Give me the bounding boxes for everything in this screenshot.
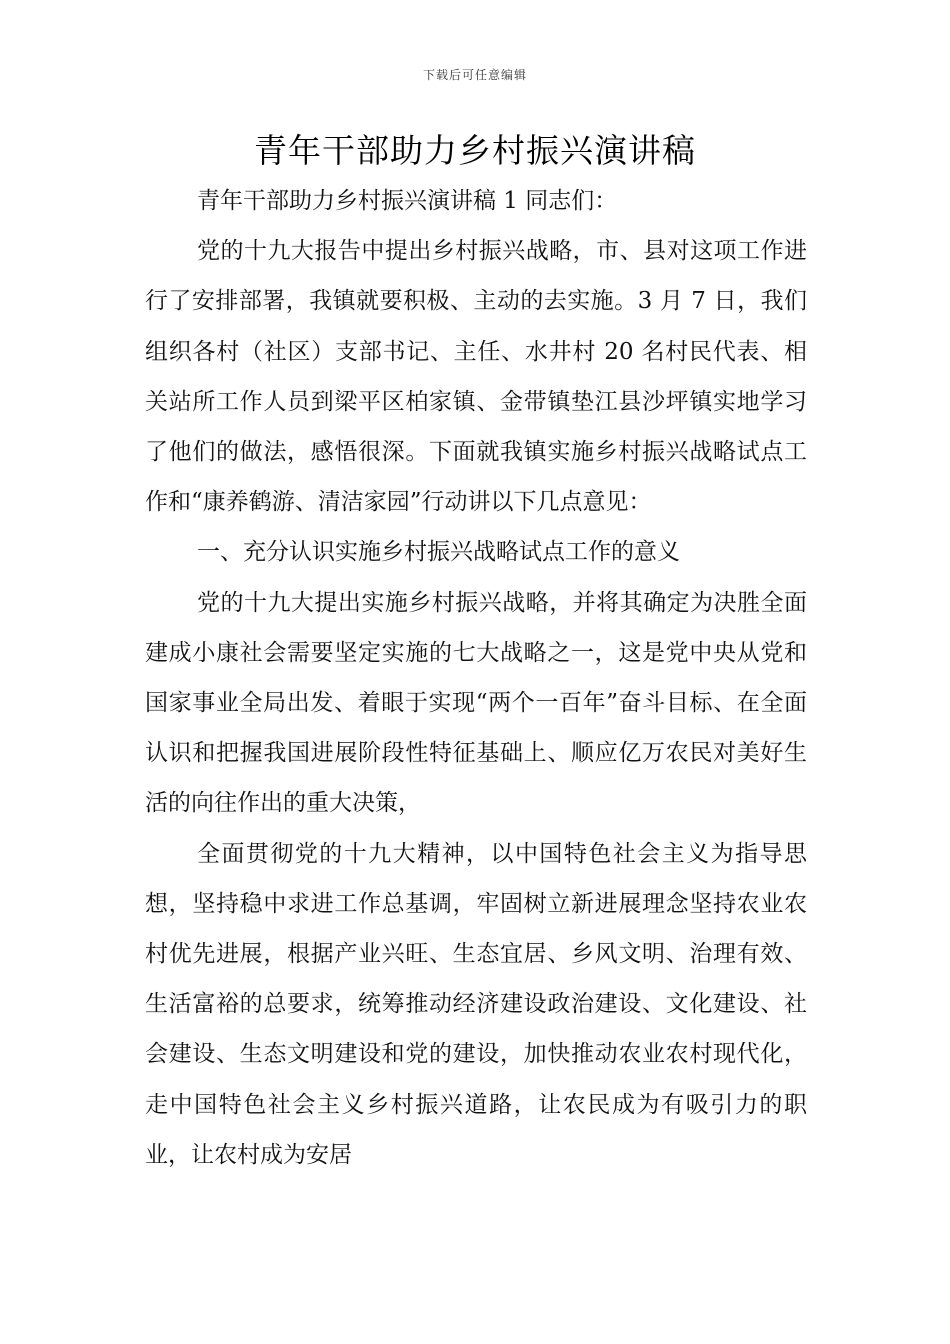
section-heading-1: 一、充分认识实施乡村振兴战略试点工作的意义 <box>197 539 680 566</box>
paragraph-salutation: 青年干部助力乡村振兴演讲稿 1 同志们： <box>197 188 618 214</box>
paragraph-guidance: 全面贯彻党的十九大精神，以中国特色社会主义为指导思想，坚持稳中求进工作总基调，牢固树立新进展理念坚持农业农村优先进展，根据产业兴旺、生态宜居、乡风文明、治理有效、生活富裕的总要求，统筹推动经济建设政治建设、文化建设、社会建设、生态文明建设和党的建设，加快推动农业农村现代化，走中国特色社会主义乡村振兴道路，让农民成为有吸引力的职业，让农村成为安居 <box>145 840 807 1168</box>
paragraph-intro: 党的十九大报告中提出乡村振兴战略，市、县对这项工作进行了安排部署，我镇就要积极、主动的去实施。3 月 7 日，我们组织各村（社区）支部书记、主任、水井村 20 名村民代表、相关站所工作人员到梁平区柏家镇、金带镇垫江县沙坪镇实地学习了他们的做法，感悟很深。下面就我镇实施乡村振兴战略试点工作和“康养鹤游、清洁家园”行动讲以下几点意见： <box>145 238 807 516</box>
paragraph-significance: 党的十九大提出实施乡村振兴战略，并将其确定为决胜全面建成小康社会需要坚定实施的七大战略之一，这是党中央从党和国家事业全局出发、着眼于实现“两个一百年”奋斗目标、在全面认识和把握我国进展阶段性特征基础上、顺应亿万农民对美好生活的向往作出的重大决策， <box>145 589 807 817</box>
document-title: 青年干部助力乡村振兴演讲稿 <box>254 131 696 170</box>
document-body <box>145 176 807 1180</box>
header-note: 下载后可任意编辑 <box>422 68 527 82</box>
